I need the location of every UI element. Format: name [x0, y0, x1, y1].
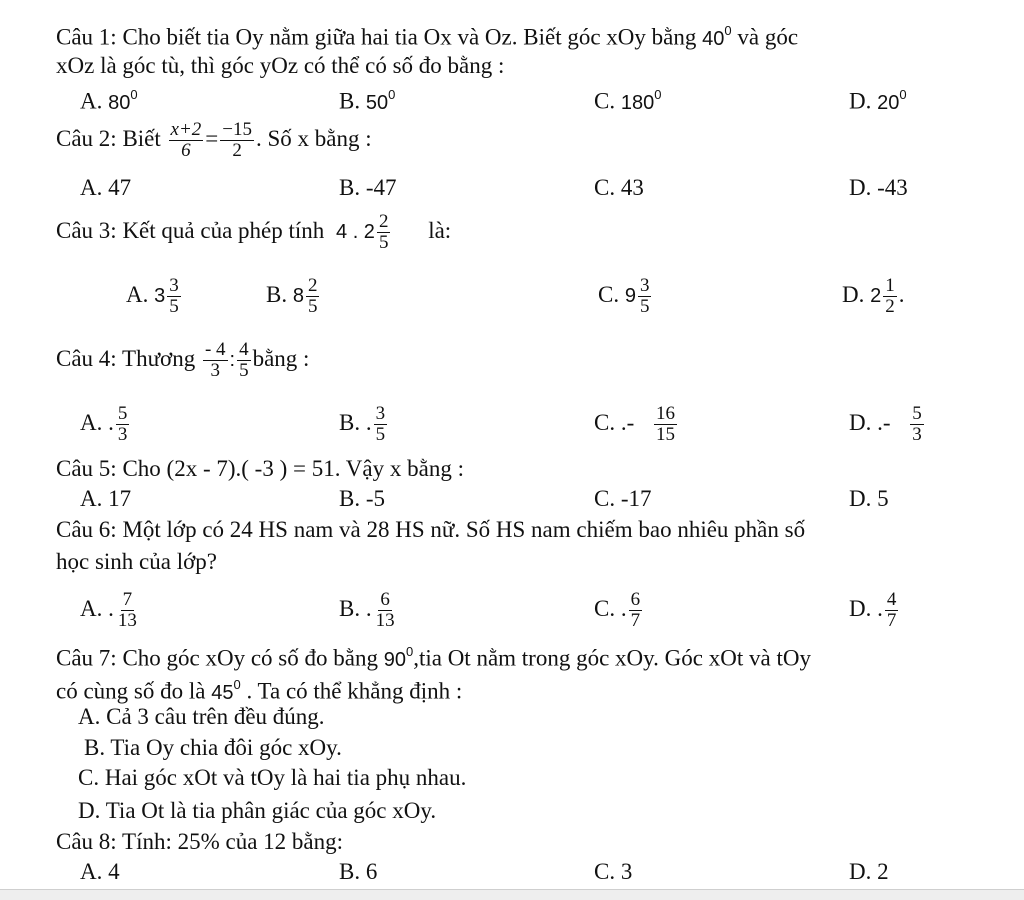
q7-option-b: B. Tia Oy chia đôi góc xOy. [84, 735, 342, 760]
q2-option-c: C. 43 [594, 175, 644, 200]
q7-angle-2: $45^0$ [211, 677, 241, 704]
q1-text-b: và góc [737, 24, 799, 50]
q1-line1 [56, 19, 798, 53]
q3-suffix: là: [428, 217, 452, 243]
q8-option-b: B. 6 [339, 859, 378, 884]
q1-text-a: Câu 1: Cho biết tia Oy nằm giữa hai tia Ox và Oz. Biết góc xOy bằng [56, 24, 697, 50]
q8-line: Câu 8: Tính: 25% của 12 bằng: [56, 829, 344, 854]
q6-option-d: D. . $\frac{4}{7}$ [849, 589, 897, 631]
q7-option-c: C. Hai góc xOt và tOy là hai tia phụ nhau. [78, 765, 467, 790]
q8-option-d: D. 2 [849, 859, 889, 884]
q6-option-a: A. . $\frac{7}{13}$ [80, 589, 137, 631]
q2-suffix: . Số x bằng : [256, 125, 372, 151]
q3-option-d: D. 2 $\frac{1}{2}$ . [842, 275, 905, 317]
q4-option-b: B. . $\frac{3}{5}$ [339, 403, 386, 445]
q6-line2: học sinh của lớp? [56, 549, 217, 574]
q4-fraction-1: $\frac{- 4}{3}$ [204, 339, 226, 381]
q4-suffix: bằng : [252, 345, 310, 371]
q8-option-c: C. 3 [594, 859, 633, 884]
q3-line [56, 212, 451, 253]
q5-option-d: D. 5 [849, 486, 889, 511]
q4-line: Câu 4: Thương $\frac{- 4}{3}$ : $\frac{4}{5}$ bằng : [56, 339, 310, 381]
q5-option-c: C. -17 [594, 486, 652, 511]
q6-option-c: C. . $\frac{6}{7}$ [594, 589, 641, 631]
q3-expression: 4 . 2 [336, 220, 375, 243]
q5-option-a: A. 17 [80, 486, 132, 511]
q4-option-c: C. .- $\frac{16}{15}$ [594, 403, 675, 445]
q1-option-d: D. $20^0$ [849, 87, 907, 114]
q1-option-b: B. $50^0$ [339, 87, 396, 114]
q2-line: Câu 2: Biết $\frac{x+2}{6}$ = $\frac{-15}{2}$ . Số x bằng : [56, 119, 372, 161]
q2-option-d: D. -43 [849, 175, 908, 200]
q5-option-b: B. -5 [339, 486, 385, 511]
q2-prefix: Câu 2: Biết [56, 125, 161, 151]
q2-option-a: A. 47 [80, 175, 132, 200]
q1-option-a: A. $80^0$ [80, 87, 138, 114]
q7-line2: có cùng số đo là $45^0$ . Ta có thể khẳng định : [56, 677, 463, 704]
q4-prefix: Câu 4: Thương [56, 345, 196, 371]
q2-fraction-1: $\frac{x+2}{6}$ [170, 119, 202, 161]
q3-option-c: C. 9 $\frac{3}{5}$ [598, 275, 650, 317]
q2-fraction-2: $\frac{-15}{2}$ [222, 119, 252, 161]
q4-fraction-2: $\frac{4}{5}$ [239, 339, 249, 381]
q6-option-b: B. . $\frac{6}{13}$ [339, 589, 395, 631]
q7-line1: Câu 7: Cho góc xOy có số đo bằng $90^0,tia$ Ot nằm trong góc xOy. Góc xOt và tOy [56, 644, 811, 671]
q4-option-a: A. . $\frac{5}{3}$ [80, 403, 128, 445]
q7-angle-1: $90^0$ [383, 644, 414, 671]
q1-option-c: C. $180^0$ [594, 87, 662, 114]
q4-option-d: D. .- $\frac{5}{3}$ [849, 403, 922, 445]
q3-fraction: $\frac{2}{5}$ [378, 211, 389, 253]
q3-option-a: A. 3 $\frac{3}{5}$ [126, 275, 179, 317]
q6-line1: Câu 6: Một lớp có 24 HS nam và 28 HS nữ. Số HS nam chiếm bao nhiêu phần số [56, 517, 806, 542]
q5-line: Câu 5: Cho (2x - 7).( -3 ) = 51. Vậy x bằng : [56, 456, 464, 481]
q1-angle: $40^0$ [702, 23, 732, 50]
q1-line2: xOz là góc tù, thì góc yOz có thể có số đo bằng : [56, 53, 505, 78]
q8-option-a: A. 4 [80, 859, 120, 884]
q7-option-a: A. Cả 3 câu trên đều đúng. [78, 704, 325, 729]
viewer-bottom-edge [0, 889, 1024, 900]
q3-prefix: Câu 3: Kết quả của phép tính [56, 217, 325, 243]
q3-option-b: B. 8 $\frac{2}{5}$ [266, 275, 318, 317]
q2-option-b: B. -47 [339, 175, 397, 200]
q7-option-d: D. Tia Ot là tia phân giác của góc xOy. [78, 798, 437, 823]
